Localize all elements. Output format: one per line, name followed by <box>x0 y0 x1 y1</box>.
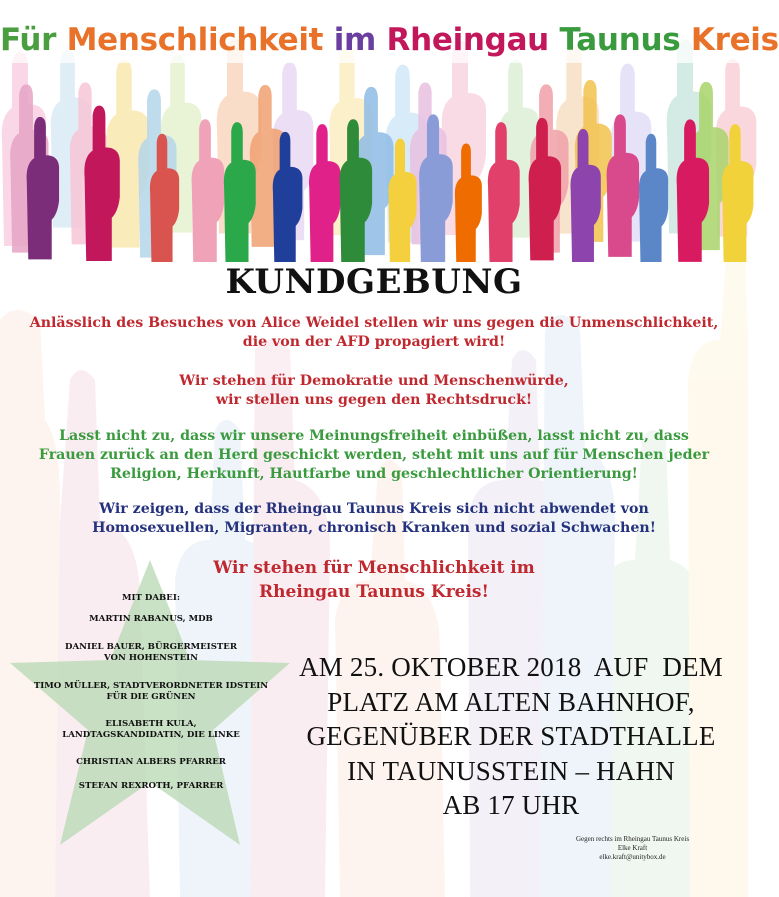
contact-email[interactable]: elke.kraft@unitybox.de <box>599 853 666 861</box>
title-part: im <box>333 22 387 58</box>
participant-item <box>16 614 286 625</box>
participant-line: LANDTAGSKANDIDATIN, DIE LINKE <box>62 730 240 740</box>
event-line: GEGENÜBER DER STADTHALLE <box>306 721 716 751</box>
page-heading: KUNDGEBUNG <box>225 262 523 302</box>
paragraph-line: die von der AFD propagiert wird! <box>242 334 506 350</box>
title-part: Menschlichkeit <box>66 22 334 58</box>
participant-line: CHRISTIAN ALBERS PFARRER <box>76 757 226 767</box>
participant-line: FÜR DIE GRÜNEN <box>106 692 196 702</box>
participant-line: VON HOHENSTEIN <box>103 653 198 663</box>
paragraph-line: Religion, Herkunft, Hautfarbe und geschlechtlicher Orientierung! <box>110 466 638 482</box>
paragraph-line: Wir stehen für Demokratie und Menschenwürde, <box>179 373 569 389</box>
paragraph-line: Wir zeigen, dass der Rheingau Taunus Kreis sich nicht abwendet von <box>99 501 649 517</box>
participant-item <box>16 681 286 703</box>
paragraph-line: Anlässlich des Besuches von Alice Weidel stellen wir uns gegen die Unmenschlichkeit, <box>29 315 719 331</box>
event-line: PLATZ AM ALTEN BAHNHOF, <box>327 686 695 717</box>
title-part: Kreis <box>690 22 779 58</box>
contact-name: Elke Kraft <box>617 844 648 852</box>
paragraph-4 <box>20 500 728 538</box>
contact-org: Gegen rechts im Rheingau Taunus Kreis <box>575 835 690 843</box>
contact-info <box>540 835 725 862</box>
participant-item <box>16 757 286 768</box>
event-line: IN TAUNUSSTEIN – HAHN <box>347 755 675 786</box>
participant-item <box>16 781 286 792</box>
banner-title <box>0 22 779 58</box>
title-part: Rheingau <box>386 22 560 58</box>
paragraph-line: Lasst nicht zu, dass wir unsere Meinungsfreiheit einbüßen, lasst nicht zu, dass <box>59 428 689 444</box>
paragraph-3 <box>20 427 728 484</box>
paragraph-line: wir stellen uns gegen den Rechtsdruck! <box>215 392 533 408</box>
paragraph-1 <box>20 314 728 352</box>
paragraph-2 <box>20 372 728 410</box>
participant-line: STEFAN REXROTH, PFARRER <box>78 781 224 791</box>
participant-item <box>16 642 286 664</box>
event-line: AB 17 UHR <box>442 790 580 820</box>
participant-line: MARTIN RABANUS, MDB <box>89 614 213 624</box>
participant-line: TIMO MÜLLER, STADTVERORDNETER IDSTEIN <box>33 681 269 691</box>
paragraph-line: Frauen zurück an den Herd geschickt werden, steht mit uns auf für Menschen jeder <box>38 447 710 463</box>
title-part: Für <box>0 22 67 58</box>
participant-line: ELISABETH KULA, <box>105 719 197 729</box>
participant-line: DANIEL BAUER, BÜRGERMEISTER <box>65 642 237 652</box>
participant-item <box>16 719 286 741</box>
event-line: AM 25. OKTOBER 2018 AUF DEM <box>299 652 723 682</box>
slogan-line: Rheingau Taunus Kreis! <box>259 582 489 602</box>
participants-label: MIT DABEI: <box>121 593 181 603</box>
slogan-line: Wir stehen für Menschlichkeit im <box>213 558 535 578</box>
title-part: Taunus <box>559 22 691 58</box>
paragraph-line: Homosexuellen, Migranten, chronisch Kranken und sozial Schwachen! <box>92 520 656 536</box>
event-details <box>288 650 734 823</box>
